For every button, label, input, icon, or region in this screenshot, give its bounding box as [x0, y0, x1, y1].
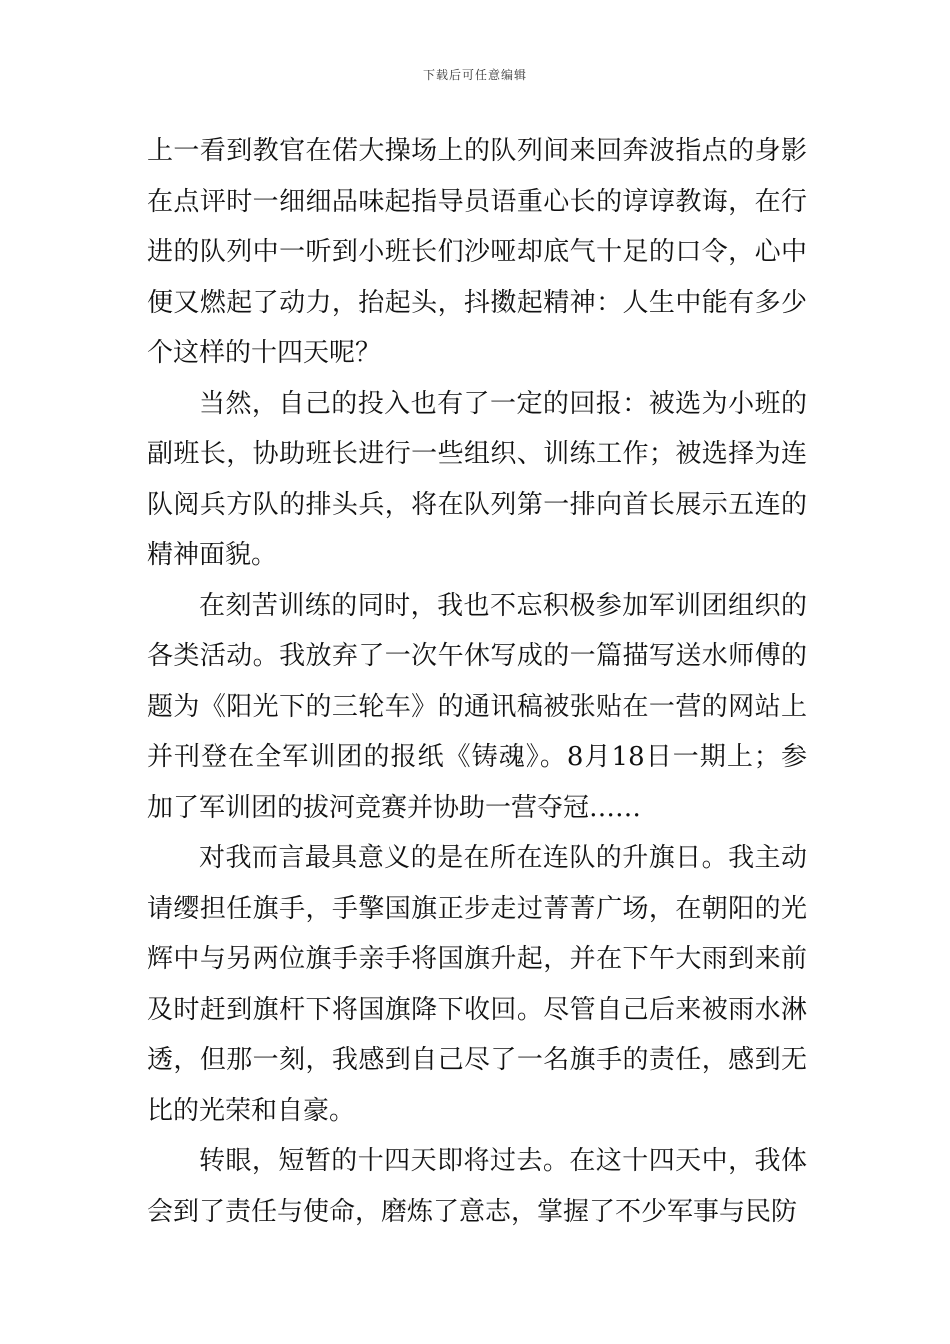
- paragraph-5: 转眼，短暂的十四天即将过去。在这十四天中，我体会到了责任与使命，磨炼了意志，掌握了不少军事与民防: [147, 1146, 807, 1227]
- page-header: 下载后可任意编辑: [422, 68, 527, 82]
- document-body: [147, 126, 807, 1237]
- paragraph-4: 对我而言最具意义的是在所在连队的升旗日。我主动请缨担任旗手，手擎国旗正步走过菁菁广场，在朝阳的光辉中与另两位旗手亲手将国旗升起，并在下午大雨到来前及时赶到旗杆下将国旗降下收回。尽管自己后来被雨水淋透，但那一刻，我感到自己尽了一名旗手的责任，感到无比的光荣和自豪。: [147, 843, 807, 1126]
- paragraph-1: 上一看到教官在偌大操场上的队列间来回奔波指点的身影在点评时一细细品味起指导员语重心长的谆谆教诲，在行进的队列中一听到小班长们沙哑却底气十足的口令，心中便又燃起了动力，抬起头，抖擞起精神：人生中能有多少个这样的十四天呢？: [147, 136, 807, 368]
- paragraph-2: 当然，自己的投入也有了一定的回报：被选为小班的副班长，协助班长进行一些组织、训练工作；被选择为连队阅兵方队的排头兵，将在队列第一排向首长展示五连的精神面貌。: [147, 388, 807, 570]
- paragraph-3: 在刻苦训练的同时，我也不忘积极参加军训团组织的各类活动。我放弃了一次午休写成的一篇描写送水师傅的题为《阳光下的三轮车》的通讯稿被张贴在一营的网站上并刊登在全军训团的报纸《铸魂》。8月18日一期上；参加了军训团的拔河竞赛并协助一营夺冠……: [147, 590, 807, 823]
